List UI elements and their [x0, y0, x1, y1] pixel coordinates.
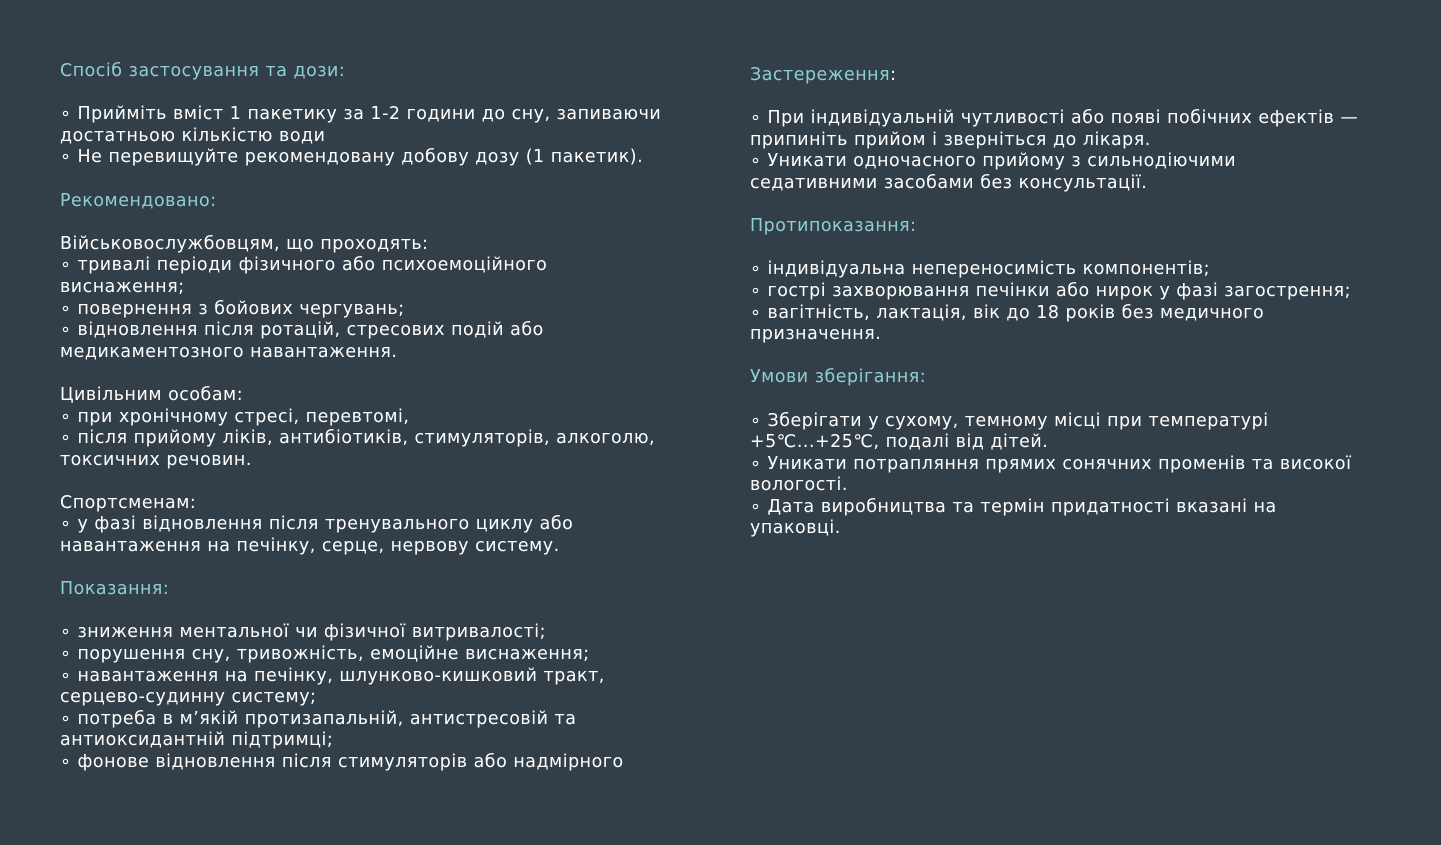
usage-line: ∘ Не перевищуйте рекомендовану добову дозу (1 пакетик).: [60, 147, 644, 168]
storage-line: вологості.: [750, 475, 848, 496]
storage-line: упаковці.: [750, 518, 841, 539]
military-line: медикаментозного навантаження.: [60, 341, 398, 362]
storage-line: ∘ Дата виробництва та термін придатності вказані на: [750, 496, 1277, 517]
indications-line: ∘ зниження ментальної чи фізичної витривалості;: [60, 622, 547, 643]
civilian-line: токсичних речовин.: [60, 449, 252, 470]
military-line: ∘ відновлення після ротацій, стресових подій або: [60, 320, 544, 341]
indications-line: ∘ потреба в м’якій протизапальній, антистресовій та: [60, 708, 577, 729]
right-column: [750, 65, 1400, 540]
civilian-line: Цивільним особам:: [60, 384, 244, 405]
indications-line: ∘ порушення сну, тривожність, емоційне виснаження;: [60, 644, 590, 665]
athlete-line: ∘ у фазі відновлення після тренувального циклу або: [60, 514, 574, 535]
civilian-group: [60, 385, 720, 471]
recommended-heading: Рекомендовано:: [60, 190, 217, 211]
warnings-heading-colon: :: [890, 65, 897, 85]
athlete-line: навантаження на печінку, серце, нервову систему.: [60, 536, 560, 557]
warnings-heading: [750, 65, 1400, 87]
indications-line: антиоксидантній підтримці;: [60, 730, 334, 751]
usage-section: [60, 61, 720, 169]
warnings-section: [750, 65, 1400, 195]
contraindications-line: ∘ індивідуальна непереносимість компонентів;: [750, 259, 1211, 280]
contraindications-line: ∘ гострі захворювання печінки або нирок у фазі загострення;: [750, 280, 1352, 301]
storage-heading: Умови зберігання:: [750, 367, 927, 388]
military-line: виснаження;: [60, 276, 185, 297]
athlete-line: Спортсменам:: [60, 492, 197, 513]
contraindications-section: [750, 216, 1400, 346]
storage-line: +5℃...+25℃, подалі від дітей.: [750, 432, 1049, 453]
contraindications-heading: Протипоказання:: [750, 216, 917, 237]
usage-line: ∘ Прийміть вміст 1 пакетику за 1-2 години до сну, запиваючи: [60, 104, 662, 125]
indications-line: ∘ навантаження на печінку, шлунково-кишковий тракт,: [60, 665, 605, 686]
military-line: ∘ повернення з бойових чергувань;: [60, 298, 405, 319]
storage-line: ∘ Зберігати у сухому, темному місці при температурі: [750, 410, 1269, 431]
military-group: [60, 234, 720, 364]
civilian-line: ∘ при хронічному стресі, перевтомі,: [60, 406, 410, 427]
contraindications-line: ∘ вагітність, лактація, вік до 18 років без медичного: [750, 302, 1265, 323]
military-line: ∘ тривалі періоди фізичного або психоемоційного: [60, 255, 548, 276]
warnings-line: седативними засобами без консультації.: [750, 172, 1148, 193]
warnings-heading-text: Застереження: [750, 65, 891, 85]
indications-section: [60, 579, 720, 773]
indications-line: серцево-судинну систему;: [60, 687, 317, 708]
athlete-group: [60, 493, 720, 558]
recommended-section: [60, 191, 720, 558]
military-line: Військовослужбовцям, що проходять:: [60, 233, 429, 254]
usage-heading: Спосіб застосування та дози:: [60, 61, 346, 81]
contraindications-line: призначення.: [750, 324, 882, 345]
storage-line: ∘ Уникати потрапляння прямих сонячних променів та високої: [750, 453, 1352, 474]
indications-line: ∘ фонове відновлення після стимуляторів або надмірного: [60, 752, 624, 772]
civilian-line: ∘ після прийому ліків, антибіотиків, стимуляторів, алкоголю,: [60, 428, 656, 449]
warnings-line: ∘ При індивідуальній чутливості або появі побічних ефектів —: [750, 108, 1359, 129]
warnings-line: ∘ Уникати одночасного прийому з сильнодіючими: [750, 151, 1237, 172]
storage-section: [750, 367, 1400, 540]
indications-heading: Показання:: [60, 579, 170, 600]
left-column: [60, 61, 720, 774]
usage-line: достатньою кількістю води: [60, 125, 326, 146]
warnings-line: припиніть прийом і зверніться до лікаря.: [750, 129, 1151, 150]
